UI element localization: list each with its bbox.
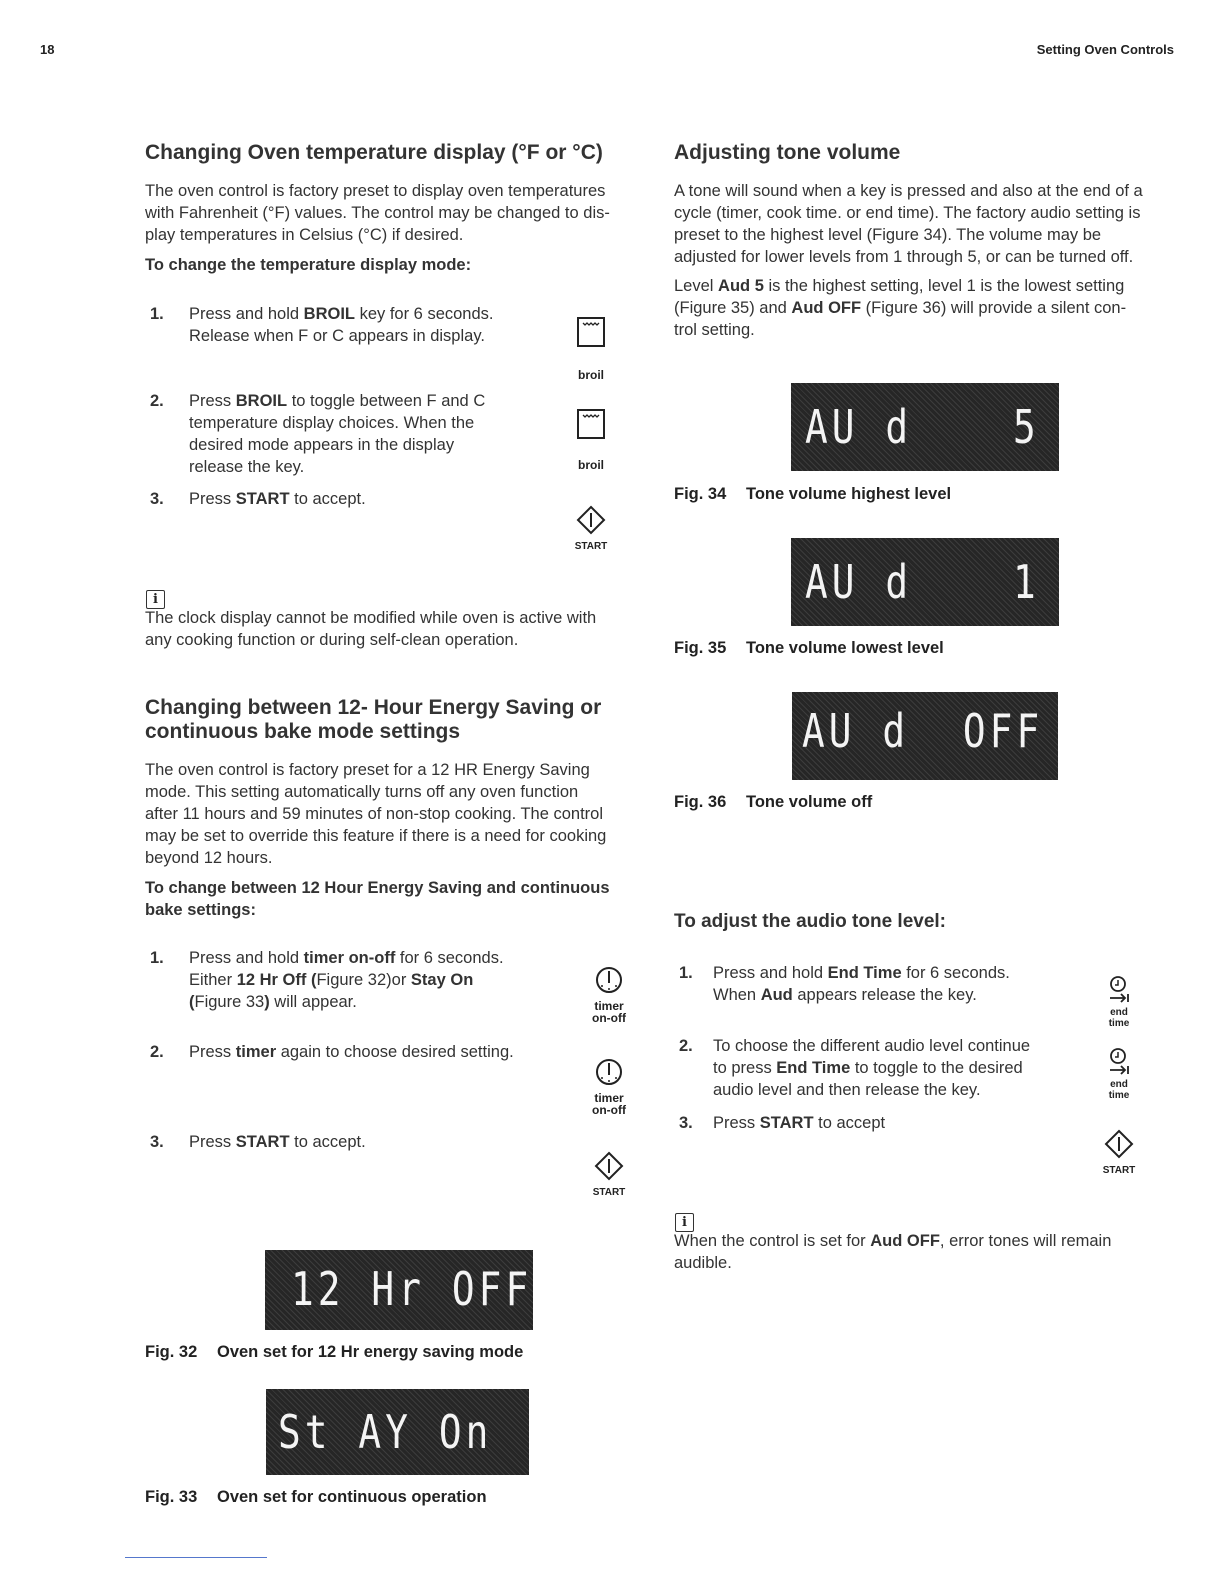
text-line <box>713 1112 885 1134</box>
start-label: START <box>574 541 608 552</box>
bold-run: Aud 5 <box>718 277 764 295</box>
lcd-level: 5 <box>1013 400 1040 454</box>
mode-intro <box>145 759 606 869</box>
timer-key-icon <box>584 965 634 1024</box>
broil-icon <box>576 408 606 440</box>
tone-intro <box>674 180 1143 268</box>
bold-run: timer on-off <box>303 949 396 967</box>
text-run: Figure 32)or <box>316 971 411 989</box>
timer-icon <box>594 965 624 995</box>
bold-run: BROIL <box>235 392 288 410</box>
text-line <box>189 412 485 434</box>
text-run: temperature display choices. When the <box>189 414 475 432</box>
text-line: after 11 hours and 59 minutes of non-stop cooking. The control <box>145 805 604 823</box>
page-number: 18 <box>40 42 55 57</box>
text-run: to accept <box>813 1114 886 1132</box>
step-number: 1. <box>679 964 693 982</box>
text-line <box>713 1057 1030 1079</box>
fig-caption-text: Oven set for 12 Hr energy saving mode <box>217 1343 524 1361</box>
text-line: adjusted for lower levels from 1 through 5, or can be turned off. <box>674 248 1134 266</box>
lcd-aud-off <box>792 692 1058 780</box>
fig36-caption <box>674 793 872 812</box>
fig35-caption <box>674 639 944 658</box>
text-run: for 6 seconds. <box>395 949 504 967</box>
fig-caption-text: Oven set for continuous operation <box>217 1488 487 1506</box>
running-title: Setting Oven Controls <box>1036 42 1174 57</box>
step-number: 2. <box>150 392 164 410</box>
text-line: with Fahrenheit (°F) values. The control may be changed to dis- <box>145 204 610 222</box>
text-line <box>189 303 494 325</box>
text-line: beyond 12 hours. <box>145 849 273 867</box>
time-label: time <box>1108 1018 1130 1029</box>
text-run: Press <box>189 1043 236 1061</box>
bold-run: End Time <box>827 964 902 982</box>
text-run: to accept. <box>289 490 366 508</box>
text-run: When <box>713 986 761 1004</box>
text-line <box>189 434 485 456</box>
fig-number: Fig. 35 <box>674 639 727 657</box>
step-text <box>189 1131 366 1153</box>
text-line <box>713 962 1010 984</box>
lcd-aud-1 <box>791 538 1059 626</box>
info-icon: i <box>146 590 165 609</box>
tone-section-title: Adjusting tone volume <box>674 141 901 164</box>
text-run: key for 6 seconds. <box>355 305 494 323</box>
bold-run: Aud <box>760 986 793 1004</box>
text-line <box>189 1041 514 1063</box>
broil-key-icon <box>566 316 616 381</box>
text-run: desired mode appears in the display <box>189 436 455 454</box>
text-line: The clock display cannot be modified while oven is active with <box>145 609 597 627</box>
text-run: Press <box>189 392 236 410</box>
text-run: To choose the different audio level continue <box>713 1037 1031 1055</box>
timer-label-2: on-off <box>592 1103 626 1117</box>
fig-number: Fig. 34 <box>674 485 727 503</box>
timer-label: timer <box>594 999 624 1013</box>
lcd-stay-on <box>266 1389 529 1475</box>
text-run: to accept. <box>289 1133 366 1151</box>
timer-key-icon <box>584 1057 634 1116</box>
text-run: is the highest setting, level 1 is the lowest setting <box>763 277 1125 295</box>
fig-caption-text: Tone volume lowest level <box>746 639 944 657</box>
text-run: appears release the key. <box>792 986 977 1004</box>
end-time-icon <box>1106 1047 1132 1077</box>
bold-run: timer <box>235 1043 277 1061</box>
text-line <box>713 984 1010 1006</box>
fig-number: Fig. 33 <box>145 1488 198 1506</box>
text-line: To change between 12 Hour Energy Saving and continuous <box>145 879 610 897</box>
fig34-caption <box>674 485 951 504</box>
footer-rule <box>125 1557 267 1558</box>
text-run: Press and hold <box>713 964 828 982</box>
broil-key-icon <box>566 408 616 471</box>
text-line: bake settings: <box>145 901 256 919</box>
step-text <box>189 1041 514 1063</box>
temp-note <box>145 607 596 651</box>
step-number: 2. <box>679 1037 693 1055</box>
text-run: , error tones will remain <box>939 1232 1112 1250</box>
tone-levels <box>674 275 1126 341</box>
step-number: 3. <box>150 490 164 508</box>
bold-run: Stay On <box>410 971 474 989</box>
mode-section-title <box>145 696 601 744</box>
text-run: Release when F or C appears in display. <box>189 327 485 345</box>
bold-run: ( <box>189 993 195 1011</box>
fig-caption-text: Tone volume highest level <box>746 485 952 503</box>
text-line <box>674 1252 1111 1274</box>
text-run: for 6 seconds. <box>901 964 1010 982</box>
bold-run: START <box>235 490 290 508</box>
text-run: again to choose desired setting. <box>276 1043 514 1061</box>
mode-subheading <box>145 877 610 921</box>
text-run: release the key. <box>189 458 305 476</box>
step-text <box>189 303 494 347</box>
text-run: trol setting. <box>674 321 755 339</box>
step-text <box>189 390 485 478</box>
step-text <box>189 488 366 510</box>
lcd-text: St AY On <box>278 1405 493 1459</box>
bold-run: Aud OFF <box>791 299 862 317</box>
broil-label: broil <box>578 368 604 382</box>
text-line <box>189 969 504 991</box>
text-line: play temperatures in Celsius (°C) if desired. <box>145 226 464 244</box>
fig32-caption <box>145 1343 523 1362</box>
broil-label: broil <box>578 458 604 472</box>
start-key-icon <box>566 504 616 553</box>
text-line <box>674 1230 1111 1252</box>
temp-subheading: To change the temperature display mode: <box>145 256 472 274</box>
end-time-key-icon <box>1094 975 1144 1029</box>
text-run: When the control is set for <box>674 1232 871 1250</box>
text-run: (Figure 36) will provide a silent con- <box>861 299 1127 317</box>
temp-section-title: Changing Oven temperature display (°F or °C) <box>145 141 603 164</box>
text-line <box>713 1079 1030 1101</box>
start-icon <box>593 1150 625 1182</box>
start-label: START <box>592 1187 626 1198</box>
text-run: to toggle to the desired <box>850 1059 1023 1077</box>
end-time-key-icon <box>1094 1047 1144 1101</box>
step-text <box>189 947 504 1013</box>
text-run: Press <box>713 1114 760 1132</box>
broil-icon <box>576 316 606 348</box>
text-run: Press <box>189 490 236 508</box>
text-line <box>189 325 494 347</box>
lcd-text: AU d OFF <box>802 704 1044 758</box>
step-text <box>713 962 1010 1006</box>
text-line <box>713 1035 1030 1057</box>
audio-note <box>674 1230 1111 1274</box>
text-line: cycle (timer, cook time. or end time). The factory audio setting is <box>674 204 1141 222</box>
bold-run: START <box>235 1133 290 1151</box>
text-run: Figure 33 <box>194 993 265 1011</box>
text-line: mode. This setting automatically turns off any oven function <box>145 783 579 801</box>
text-run: to press <box>713 1059 777 1077</box>
lcd-level: 1 <box>1013 555 1040 609</box>
text-line <box>189 991 504 1013</box>
text-line <box>189 488 366 510</box>
fig-number: Fig. 32 <box>145 1343 198 1361</box>
bold-run: End Time <box>776 1059 851 1077</box>
text-line: any cooking function or during self-clean operation. <box>145 631 519 649</box>
end-label: end <box>1110 1007 1128 1018</box>
text-line: The oven control is factory preset for a 12 HR Energy Saving <box>145 761 590 779</box>
temp-intro <box>145 180 610 246</box>
bold-run: ) <box>264 993 270 1011</box>
text-run: will appear. <box>269 993 357 1011</box>
start-label: START <box>1102 1165 1136 1176</box>
audio-subheading: To adjust the audio tone level: <box>674 911 947 932</box>
text-run: Either <box>189 971 237 989</box>
text-run: (Figure 35) and <box>674 299 792 317</box>
timer-label: timer <box>594 1091 624 1105</box>
fig-number: Fig. 36 <box>674 793 727 811</box>
start-icon <box>1103 1128 1135 1160</box>
text-line <box>189 456 485 478</box>
text-line: may be set to override this feature if there is a need for cooking <box>145 827 607 845</box>
text-line: A tone will sound when a key is pressed and also at the end of a <box>674 182 1143 200</box>
text-run: Press and hold <box>189 949 304 967</box>
text-line <box>189 947 504 969</box>
step-number: 1. <box>150 949 164 967</box>
text-line <box>674 319 1126 341</box>
timer-label-2: on-off <box>592 1011 626 1025</box>
text-line: preset to the highest level (Figure 34). The volume may be <box>674 226 1102 244</box>
lcd-text: 12 Hr OFF <box>291 1262 533 1316</box>
step-number: 3. <box>150 1133 164 1151</box>
timer-icon <box>594 1057 624 1087</box>
text-line: continuous bake mode settings <box>145 720 461 743</box>
lcd-text: AU d <box>805 400 913 454</box>
text-run: to toggle between F and C <box>287 392 486 410</box>
text-line <box>189 1131 366 1153</box>
lcd-aud-5 <box>791 383 1059 471</box>
start-key-icon <box>1094 1128 1144 1177</box>
text-line <box>189 390 485 412</box>
bold-run: START <box>759 1114 814 1132</box>
text-run: audible. <box>674 1254 732 1272</box>
text-run: audio level and then release the key. <box>713 1081 981 1099</box>
lcd-text: AU d <box>805 555 913 609</box>
text-run: Level <box>674 277 719 295</box>
text-line: The oven control is factory preset to display oven temperatures <box>145 182 606 200</box>
step-text <box>713 1035 1030 1101</box>
end-time-icon <box>1106 975 1132 1005</box>
step-number: 1. <box>150 305 164 323</box>
lcd-12hr-off <box>265 1250 533 1330</box>
step-number: 3. <box>679 1114 693 1132</box>
start-icon <box>575 504 607 536</box>
text-run: Press <box>189 1133 236 1151</box>
bold-run: Aud OFF <box>870 1232 940 1250</box>
step-number: 2. <box>150 1043 164 1061</box>
fig-caption-text: Tone volume off <box>746 793 873 811</box>
info-icon: i <box>675 1213 694 1232</box>
text-line <box>674 297 1126 319</box>
time-label: time <box>1108 1090 1130 1101</box>
text-line <box>674 275 1126 297</box>
step-text <box>713 1112 885 1134</box>
end-label: end <box>1110 1079 1128 1090</box>
fig33-caption <box>145 1488 487 1507</box>
bold-run: BROIL <box>303 305 355 323</box>
bold-run: 12 Hr Off ( <box>236 971 317 989</box>
start-key-icon <box>584 1150 634 1199</box>
text-run: Press and hold <box>189 305 304 323</box>
text-line: Changing between 12- Hour Energy Saving or <box>145 696 602 719</box>
